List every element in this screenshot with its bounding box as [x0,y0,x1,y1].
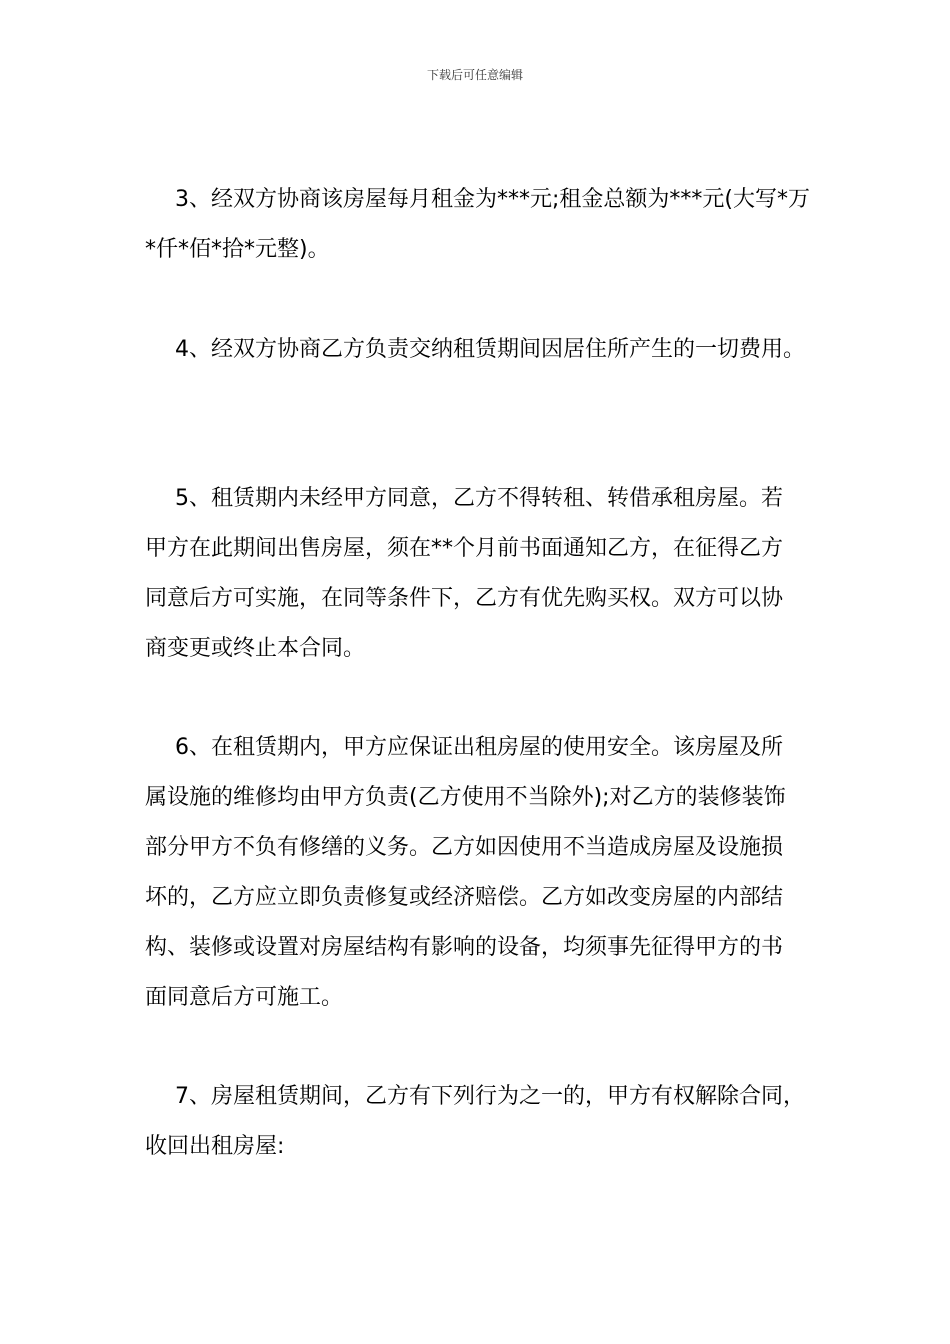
clause-5 [145,474,815,674]
clause-3-line-2: *仟*佰*拾*元整)。 [145,237,330,262]
clause-7-line-2: 收回出租房屋: [145,1134,285,1159]
clause-5-line-2: 甲方在此期间出售房屋，须在**个月前书面通知乙方，在征得乙方 [145,536,784,561]
page-header: 下载后可任意编辑 [426,68,523,82]
clause-5-line-1: 5、租赁期内未经甲方同意，乙方不得转租、转借承租房屋。若 [175,486,783,511]
clause-5-line-4: 商变更或终止本合同。 [145,636,366,661]
clause-4-line-1: 4、经双方协商乙方负责交纳租赁期间因居住所产生的一切费用。 [175,337,805,362]
clause-6-line-2: 属设施的维修均由甲方负责(乙方使用不当除外);对乙方的装修装饰 [145,785,786,810]
clause-5-line-3: 同意后方可实施，在同等条件下，乙方有优先购买权。双方可以协 [145,586,784,611]
clause-6-line-6: 面同意后方可施工。 [145,985,344,1010]
clause-3-line-1: 3、经双方协商该房屋每月租金为***元;租金总额为***元(大写*万 [175,187,810,212]
clause-7 [145,1072,815,1172]
clause-7-line-1: 7、房屋租赁期间，乙方有下列行为之一的，甲方有权解除合同， [175,1084,805,1109]
clause-3 [145,175,815,275]
clause-6-line-4: 坏的，乙方应立即负责修复或经济赔偿。乙方如改变房屋的内部结 [145,885,784,910]
clause-6-line-5: 构、装修或设置对房屋结构有影响的设备，均须事先征得甲方的书 [145,935,784,960]
clause-6-line-3: 部分甲方不负有修缮的义务。乙方如因使用不当造成房屋及设施损 [145,835,784,860]
clause-4 [145,325,815,375]
clause-6-line-1: 6、在租赁期内，甲方应保证出租房屋的使用安全。该房屋及所 [175,735,783,760]
clause-6 [145,723,815,1023]
